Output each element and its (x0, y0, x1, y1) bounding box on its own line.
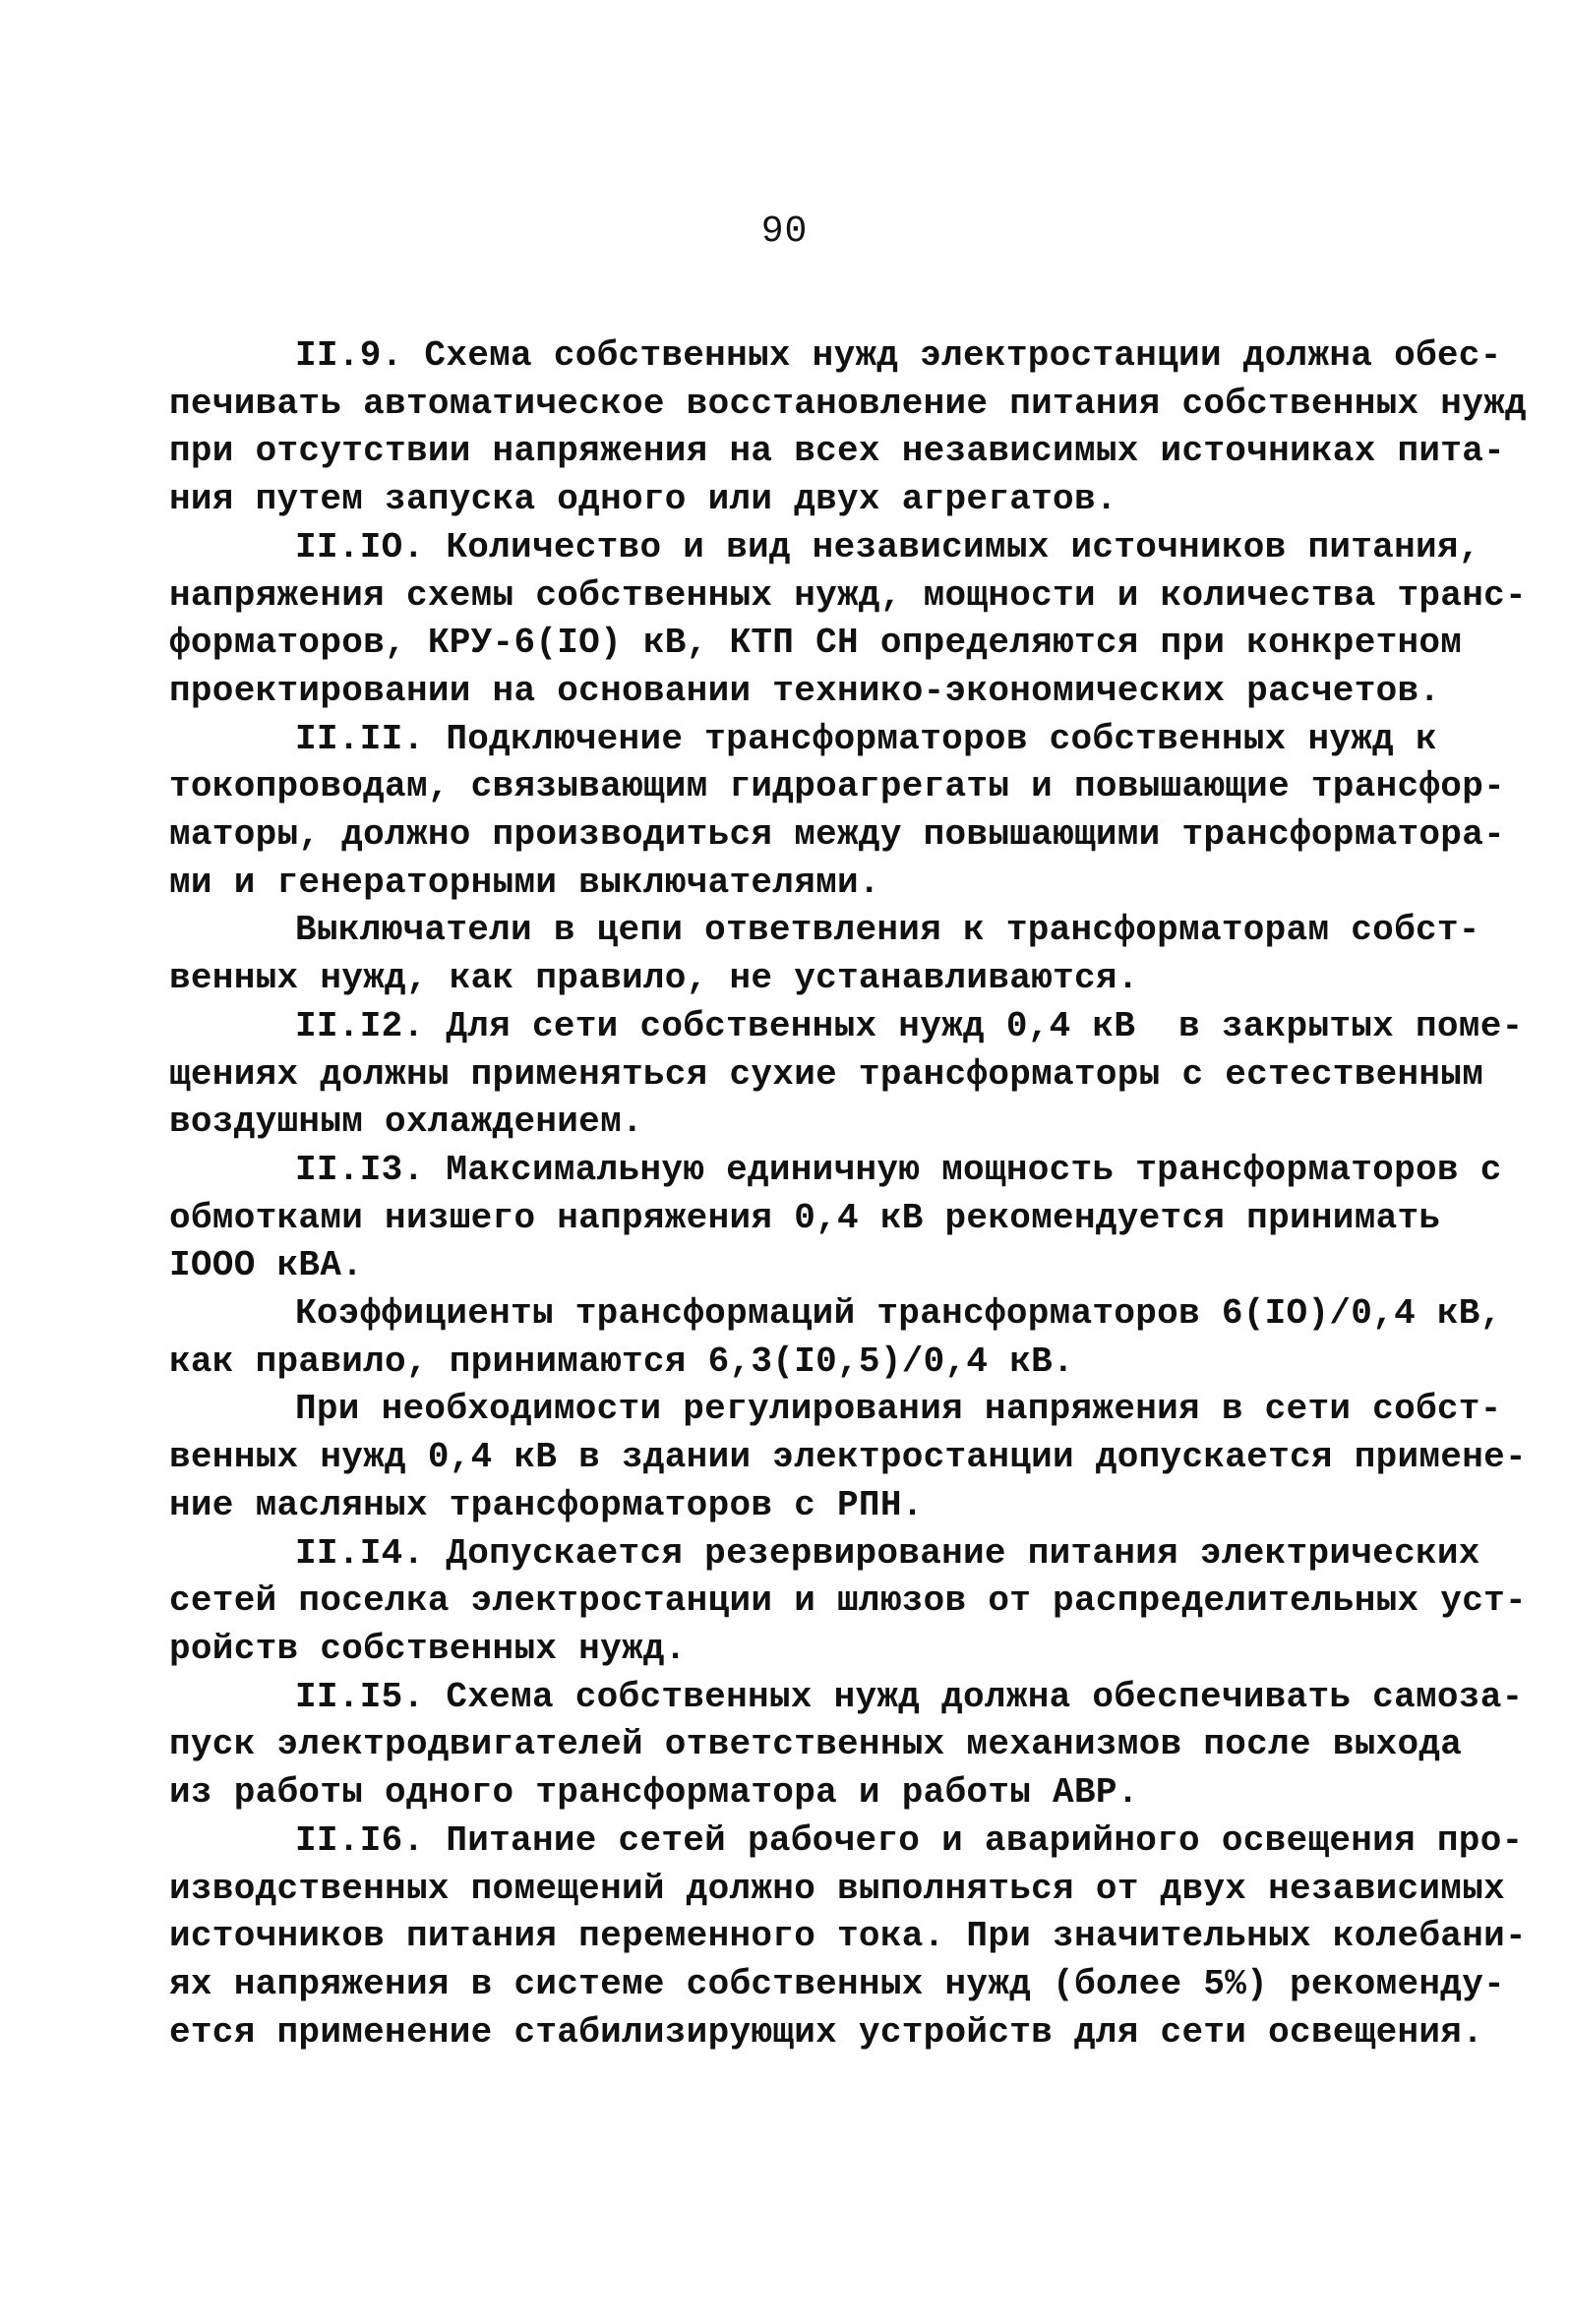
text-line: изводственных помещений должно выполняться от двух независимых (169, 1868, 1506, 1909)
text-line: печивать автоматическое восстановление питания собственных нужд (169, 383, 1527, 424)
text-line: II.I6. Питание сетей рабочего и аварийного освещения про- (295, 1819, 1524, 1861)
text-line: II.9. Схема собственных нужд электростанции должна обес- (295, 335, 1502, 376)
text-line: При необходимости регулирования напряжения в сети собст- (295, 1389, 1502, 1430)
text-line: ройств собственных нужд. (169, 1628, 687, 1669)
text-line: II.I3. Максимальную единичную мощность трансформаторов с (295, 1149, 1502, 1190)
text-line: как правило, принимаются 6,3(I0,5)/0,4 кВ. (169, 1341, 1074, 1382)
text-line: венных нужд 0,4 кВ в здании электростанции допускается примене- (169, 1437, 1527, 1478)
text-line: II.IO. Количество и вид независимых источников питания, (295, 526, 1480, 567)
text-line: II.I4. Допускается резервирование питания электрических (295, 1532, 1480, 1574)
text-line: IOOO кВА. (169, 1245, 364, 1286)
text-line: маторы, должно производиться между повышающими трансформатора- (169, 814, 1506, 856)
text-line: Выключатели в цепи ответвления к трансформаторам собст- (295, 910, 1480, 951)
text-line: пуск электродвигателей ответственных механизмов после выхода (169, 1724, 1463, 1765)
text-line: токопроводам, связывающим гидроагрегаты и повышающие трансфор- (169, 766, 1506, 807)
document-body (169, 332, 1527, 2056)
text-line: ях напряжения в системе собственных нужд (более 5%) рекоменду- (169, 1963, 1506, 2004)
text-line: обмотками низшего напряжения 0,4 кВ рекомендуется принимать (169, 1197, 1441, 1238)
text-line: ется применение стабилизирующих устройств для сети освещения. (169, 2011, 1484, 2053)
text-line: ния путем запуска одного или двух агрегатов. (169, 479, 1117, 520)
text-line: при отсутствии напряжения на всех независимых источниках пита- (169, 431, 1506, 472)
page-number: 90 (760, 210, 809, 253)
text-line: II.II. Подключение трансформаторов собственных нужд к (295, 718, 1437, 759)
text-line: венных нужд, как правило, не устанавливаются. (169, 958, 1139, 999)
text-line: проектировании на основании технико-экономических расчетов. (169, 670, 1441, 711)
text-line: II.I2. Для сети собственных нужд 0,4 кВ в закрытых поме- (295, 1005, 1524, 1046)
text-line: Коэффициенты трансформаций трансформаторов 6(IO)/0,4 кВ, (295, 1293, 1502, 1335)
text-line: II.I5. Схема собственных нужд должна обеспечивать самоза- (295, 1676, 1524, 1717)
text-line: ние масляных трансформаторов с РПН. (169, 1484, 924, 1525)
text-line: форматоров, КРУ-6(IO) кВ, КТП СН определяются при конкретном (169, 623, 1463, 664)
text-line: щениях должны применяться сухие трансформаторы с естественным (169, 1053, 1484, 1095)
text-line: воздушным охлаждением. (169, 1102, 643, 1143)
text-line: из работы одного трансформатора и работы АВР. (169, 1772, 1139, 1814)
text-line: ми и генераторными выключателями. (169, 862, 880, 903)
text-line: сетей поселка электростанции и шлюзов от распределительных уст- (169, 1580, 1527, 1622)
text-line: напряжения схемы собственных нужд, мощности и количества транс- (169, 574, 1527, 616)
text-line: источников питания переменного тока. При значительных колебани- (169, 1916, 1527, 1957)
